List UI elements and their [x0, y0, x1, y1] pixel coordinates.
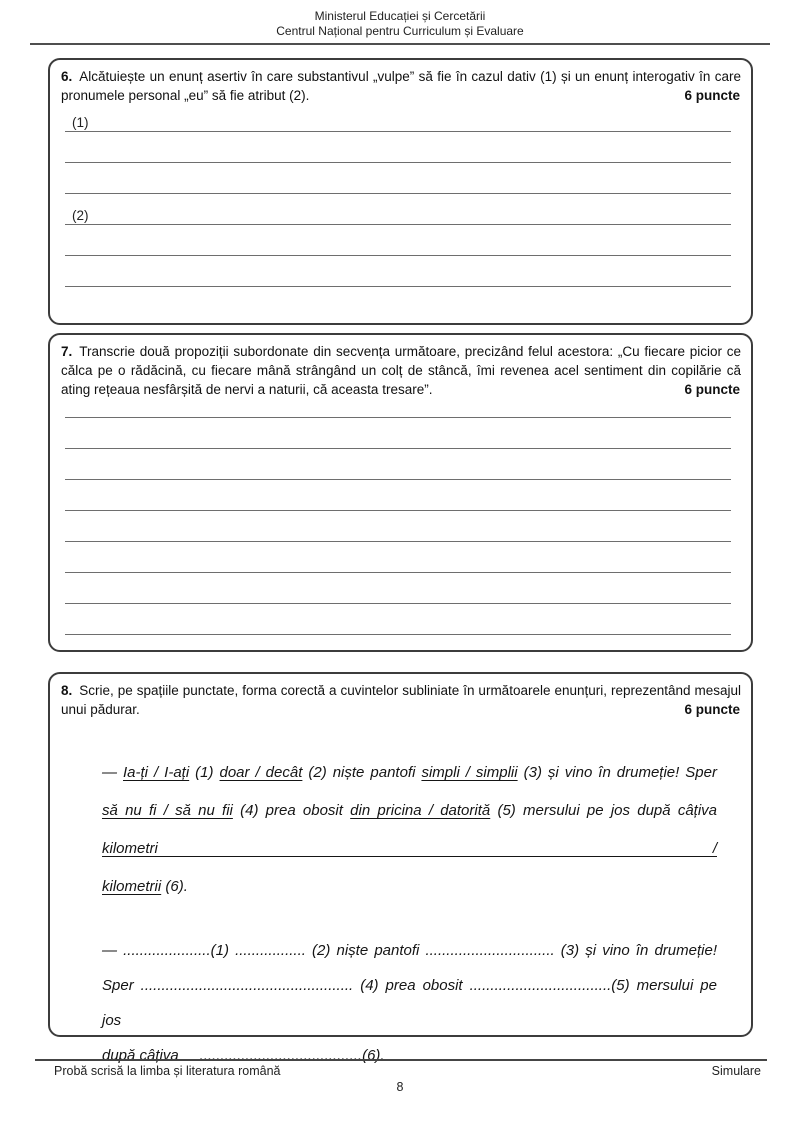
answer-line	[65, 194, 731, 225]
fill-in-answer-block	[102, 933, 717, 1073]
fill-in-line-3: după câțiva .......................................(6).	[102, 1047, 385, 1064]
question-6-number: 6.	[61, 69, 73, 84]
question-7-box	[48, 333, 753, 652]
question-7-number: 7.	[61, 344, 73, 359]
answer-line	[65, 399, 731, 418]
question-6-box	[48, 58, 753, 325]
answer-line	[65, 225, 731, 256]
question-8-points-badge: 6 puncte	[684, 702, 740, 717]
forester-message-block	[102, 754, 717, 906]
question-6-answer-area	[65, 105, 731, 287]
question-8-prompt	[61, 681, 741, 719]
message-line-3: kilometrii (6).	[102, 878, 188, 895]
answer-line	[65, 511, 731, 542]
question-8-number: 8.	[61, 683, 73, 698]
page-header	[0, 9, 800, 39]
page-footer	[35, 1064, 767, 1078]
header-rule	[30, 43, 770, 45]
answer-line	[65, 256, 731, 287]
answer-line	[65, 480, 731, 511]
header-org-line1: Ministerul Educației și Cercetării	[314, 9, 486, 23]
footer-session-label: Simulare	[711, 1064, 761, 1078]
question-6-points-badge: 6 puncte	[684, 88, 740, 103]
part-2-label: (2)	[72, 208, 89, 223]
question-8-text: Scrie, pe spațiile punctate, forma corectă a cuvintelor subliniate în următoarele enunțuri, reprezentând mesajul unui pădurar.	[61, 683, 741, 717]
part-1-label: (1)	[72, 115, 89, 130]
header-org-line2: Centrul Național pentru Curriculum și Evaluare	[276, 24, 524, 38]
message-line-1: — Ia-ți / I-ați (1) doar / decât (2) niște pantofi simpli / simplii (3) și vino în drumeție! Sper	[102, 764, 717, 781]
message-line-2: să nu fi / să nu fii (4) prea obosit din pricina / datorită (5) mersului pe jos după câțiva kilometri /	[102, 802, 718, 857]
footer-exam-title: Probă scrisă la limba și literatura română	[54, 1064, 281, 1078]
question-6-text: Alcătuiește un enunț asertiv în care substantivul „vulpe” să fie în cazul dativ (1) și un enunț interogativ în care pronumele personal „eu” să fie atribut (2).	[61, 69, 741, 103]
fill-in-line-1: — .....................(1) ................. (2) niște pantofi ............................... (3) și vino în drumeție!	[102, 942, 717, 959]
answer-line	[65, 604, 731, 635]
question-7-answer-area	[65, 399, 731, 635]
answer-line	[65, 542, 731, 573]
answer-line	[65, 105, 731, 132]
question-7-text: Transcrie două propoziții subordonate din secvența următoare, precizând felul acestora: „Cu fiecare picior ce călca pe o rădăcină, cu fiecare mână strângând un colț de stâncă, îmi revenea acel sentiment din copilărie că ating rețeaua nesfârșită de nervi a naturii, că aceasta tresare”.	[61, 344, 741, 397]
fill-in-line-2: Sper ................................................... (4) prea obosit ..................................(5) mersului pe jos	[102, 977, 717, 1029]
answer-line	[65, 163, 731, 194]
answer-line	[65, 132, 731, 163]
page-number: 8	[396, 1080, 404, 1094]
answer-line	[65, 573, 731, 604]
question-7-points-badge: 6 puncte	[684, 382, 740, 397]
footer-rule	[35, 1059, 767, 1061]
question-8-box	[48, 672, 753, 1064]
answer-line	[65, 449, 731, 480]
question-6-prompt	[61, 67, 741, 105]
answer-line	[65, 418, 731, 449]
question-7-prompt	[61, 342, 741, 399]
